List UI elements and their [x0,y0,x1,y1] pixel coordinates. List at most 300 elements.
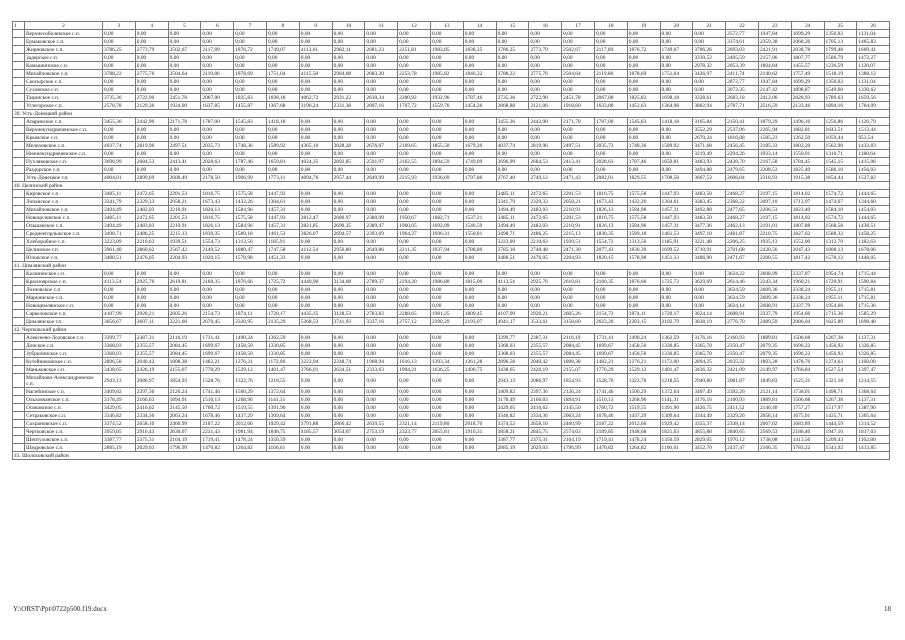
value-cell: 3629,69 [693,278,726,286]
value-cell: 3706,26 [693,46,726,54]
value-cell: 1256,86 [824,118,857,126]
value-cell: 1947,84 [758,30,791,38]
value-cell: 0,00 [168,134,201,142]
value-cell: 0,00 [463,334,496,342]
value-cell: 0,00 [234,294,267,302]
value-cell: 0,00 [627,62,660,70]
value-cell: 1787,46 [234,158,267,166]
value-cell: 0,00 [168,62,201,70]
table-row [13,126,890,134]
value-cell: 0,00 [529,166,562,174]
value-cell: 1854,93 [562,374,595,388]
value-cell: 1102,80 [857,436,890,444]
value-cell: 2201,53 [168,214,201,222]
value-cell: 1588,32 [824,230,857,238]
value-cell: 1880,47 [234,246,267,254]
value-cell: 2063,24 [562,412,595,420]
value-cell: 0,00 [562,30,595,38]
value-cell: 0,00 [299,374,332,388]
value-cell: 1964,37 [398,230,431,238]
value-cell: 1418,18 [266,118,299,126]
value-cell: 1808,38 [168,358,201,366]
value-cell: 2387,31 [135,334,168,342]
value-cell: 1519,55 [234,404,267,412]
value-cell: 1803,28 [758,358,791,366]
settlement-name: Цимлянское г.п. [25,318,103,326]
value-cell: 0,00 [299,388,332,396]
settlement-name: Ольховчанское с.п. [25,396,103,404]
table-row [13,166,890,174]
value-cell: 2787,71 [726,102,759,110]
value-cell: 3436,32 [693,366,726,374]
value-cell: 0,00 [463,396,496,404]
table-row [13,350,890,358]
value-cell: 2701,68 [726,246,759,254]
value-cell: 1330,85 [660,350,693,358]
value-cell: 1309,64 [266,412,299,420]
value-cell: 1757,49 [791,70,824,78]
value-cell: 1182,63 [857,238,890,246]
table-row [13,174,890,182]
value-cell: 0,00 [627,166,660,174]
value-cell: 2149,97 [758,366,791,374]
value-cell: 0,00 [562,134,595,142]
value-cell: 1458,50 [234,350,267,358]
value-cell: 1276,21 [627,358,660,366]
value-cell: 0,00 [693,86,726,94]
value-cell: 2086,97 [135,374,168,388]
value-cell: 1983,85 [430,46,463,54]
value-cell: 1458,50 [627,350,660,358]
value-cell: 2639,55 [365,420,398,428]
value-cell: 3176,16 [693,396,726,404]
column-number: 12 [398,22,431,30]
value-cell: 3741,93 [332,318,365,326]
value-cell: 0,00 [463,404,496,412]
value-cell: 0,00 [332,444,365,452]
value-cell: 0,00 [266,62,299,70]
value-cell: 2920,21 [529,310,562,318]
value-cell: 2251,81 [398,46,431,54]
value-cell: 2894,25 [693,358,726,366]
value-cell: 1678,06 [857,246,890,254]
value-cell: 1894,91 [168,396,201,404]
settlement-name: Сетраковское с.п. [25,412,103,420]
row-number-cell [13,412,25,420]
column-number: 14 [463,22,496,30]
value-cell: 2187,22 [594,420,627,428]
value-cell: 3341,79 [103,198,136,206]
value-cell: 2160,35 [201,278,234,286]
value-cell: 1719,41 [594,436,627,444]
value-cell: 0,00 [463,54,496,62]
value-cell: 0,00 [201,54,234,62]
value-cell: 3477,36 [693,222,726,230]
value-cell: 0,00 [693,286,726,294]
value-cell: 0,00 [398,342,431,350]
value-cell: 3341,79 [496,198,529,206]
value-cell: 1447,93 [660,214,693,222]
value-cell: 0,00 [135,62,168,70]
district-name: 43. Шолоховский район [13,452,890,460]
value-cell: 1764,09 [857,102,890,110]
value-cell: 0,00 [430,436,463,444]
table-row [13,206,890,214]
value-cell: 0,00 [398,286,431,294]
value-cell: 2982,11 [332,46,365,54]
value-cell: 1825,83 [627,94,660,102]
value-cell: 0,00 [430,374,463,388]
value-cell: 1675,01 [791,412,824,420]
value-cell: 2757,12 [398,318,431,326]
value-cell: 2472,65 [135,214,168,222]
value-cell: 0,00 [365,54,398,62]
value-cell: 0,00 [299,302,332,310]
value-cell: 0,00 [660,126,693,134]
value-cell: 0,00 [332,86,365,94]
value-cell: 2397,36 [529,388,562,396]
value-cell: 1568,58 [824,222,857,230]
value-cell: 1876,72 [234,46,267,54]
value-cell: 1715,36 [824,310,857,318]
value-cell: 0,00 [365,62,398,70]
row-number-cell [13,54,25,62]
value-cell: 2504,64 [168,70,201,78]
value-cell: 1830,30 [627,246,660,254]
value-cell: 1457,31 [660,222,693,230]
value-cell: 1731,41 [201,334,234,342]
value-cell: 1825,80 [824,318,857,326]
value-cell: 0,00 [299,62,332,70]
value-cell: 2210,63 [135,238,168,246]
value-cell: 1432,83 [857,142,890,150]
value-cell: 1554,73 [594,238,627,246]
value-cell: 0,00 [234,166,267,174]
value-cell: 0,00 [168,286,201,294]
value-cell: 1804,84 [758,62,791,70]
value-cell: 0,00 [365,86,398,94]
value-cell: 3607,11 [135,318,168,326]
value-cell: 1574,72 [824,214,857,222]
value-cell: 0,00 [299,126,332,134]
value-cell: 0,00 [201,286,234,294]
value-cell: 1954,66 [824,302,857,310]
value-cell: 0,00 [234,126,267,134]
value-cell: 0,00 [463,444,496,452]
value-cell: 1968,94 [365,358,398,366]
value-cell: 2486,25 [135,230,168,238]
value-cell: 1372,64 [660,388,693,396]
column-number: 22 [726,22,759,30]
value-cell: 3452,70 [693,444,726,452]
value-cell: 0,00 [201,270,234,278]
value-cell: 0,00 [365,444,398,452]
value-cell: 1827,62 [791,230,824,238]
value-cell: 0,00 [627,30,660,38]
value-cell: 0,00 [332,350,365,358]
value-cell: 0,00 [430,334,463,342]
value-cell: 0,00 [234,78,267,86]
value-cell: 0,00 [365,238,398,246]
value-cell: 2035,73 [201,142,234,150]
value-cell: 1574,72 [824,190,857,198]
value-cell: 3365,70 [693,350,726,358]
value-cell: 1482,21 [201,358,234,366]
column-number: 19 [627,22,660,30]
value-cell: 2489,59 [758,318,791,326]
value-cell: 1749,07 [660,46,693,54]
value-cell: 1669,41 [857,46,890,54]
value-cell: 2680,97 [332,214,365,222]
column-number: 18 [594,22,627,30]
value-cell: 1330,85 [266,342,299,350]
value-cell: 2097,16 [365,102,398,110]
settlement-name: Зубрилинское с.п. [25,350,103,358]
value-cell: 2201,53 [562,214,595,222]
value-cell: 2885,19 [496,444,529,452]
value-cell: 3858,21 [496,428,529,436]
row-number-cell [13,342,25,350]
value-cell: 2608,91 [758,302,791,310]
value-cell: 1915,38 [791,174,824,182]
value-cell: 3344,49 [693,412,726,420]
value-cell: 2210,91 [168,222,201,230]
value-cell: 2829,05 [693,436,726,444]
value-cell: 0,00 [693,270,726,278]
row-number-cell [13,46,25,54]
value-cell: 2397,36 [135,388,168,396]
value-cell: 3486,90 [693,254,726,262]
value-cell: 0,00 [103,134,136,142]
value-cell: 0,00 [332,206,365,214]
table-row [13,30,890,38]
value-cell: 0,00 [168,30,201,38]
value-cell: 2578,78 [103,102,136,110]
value-cell: 0,00 [529,30,562,38]
value-cell: 2215,13 [562,230,595,238]
value-cell: 2722,90 [529,94,562,102]
value-cell: 1172,00 [266,358,299,366]
row-number-cell [13,86,25,94]
value-cell: 2283,15 [627,318,660,326]
value-cell: 0,00 [594,78,627,86]
column-number: 6 [201,22,234,30]
value-cell: 2067,00 [594,94,627,102]
value-cell: 0,00 [398,30,431,38]
value-cell: 0,00 [299,150,332,158]
value-cell: 1432,26 [627,198,660,206]
value-cell: 1699,29 [791,78,824,86]
value-cell: 0,00 [430,270,463,278]
value-cell: 2185,33 [758,142,791,150]
value-cell: 0,00 [463,206,496,214]
value-cell: 0,00 [594,270,627,278]
value-cell: 0,00 [332,404,365,412]
column-number: 20 [660,22,693,30]
value-cell: 1970,12 [726,436,759,444]
value-cell: 2171,78 [562,118,595,126]
value-cell: 1578,12 [824,254,857,262]
value-cell: 0,00 [562,62,595,70]
value-cell: 0,00 [332,126,365,134]
settlement-name: Раздорское с.п. [25,166,103,174]
value-cell: 2460,99 [168,420,201,428]
row-number-cell [13,238,25,246]
value-cell: 4094,76 [299,174,332,182]
value-cell: 2608,99 [758,270,791,278]
value-cell: 1461,53 [660,230,693,238]
value-cell: 0,00 [398,350,431,358]
value-cell: 0,00 [496,86,529,94]
value-cell: 2486,25 [529,230,562,238]
value-cell: 3483,50 [693,214,726,222]
value-cell: 1313,56 [627,238,660,246]
value-cell: 0,00 [365,342,398,350]
value-cell: 2329,26 [726,412,759,420]
value-cell: 3426,97 [693,70,726,78]
value-cell: 1490,75 [463,366,496,374]
value-cell: 0,00 [365,30,398,38]
value-cell: 0,00 [135,86,168,94]
value-cell: 2670,45 [201,318,234,326]
value-cell: 2079,35 [758,350,791,358]
value-cell: 0,00 [201,302,234,310]
value-cell: 0,00 [365,134,398,142]
value-cell: 2693,03 [726,46,759,54]
value-cell: 0,00 [627,86,660,94]
value-cell: 2149,52 [201,246,234,254]
value-cell: 0,00 [463,294,496,302]
value-cell: 0,00 [627,54,660,62]
value-cell: 2166,35 [758,444,791,452]
value-cell: 1362,59 [266,334,299,342]
table-row [13,286,890,294]
value-cell: 3429,05 [103,404,136,412]
value-cell: 1807,77 [791,54,824,62]
table-row [13,302,890,310]
value-cell: 0,00 [332,118,365,126]
value-cell: 2925,76 [529,278,562,286]
value-cell: 1590,84 [857,278,890,286]
value-cell: 4113,54 [103,278,136,286]
value-cell: 0,00 [529,62,562,70]
value-cell: 1683,89 [791,420,824,428]
value-cell: 2210,91 [168,206,201,214]
table-row [13,318,890,326]
value-cell: 0,00 [496,30,529,38]
value-cell: 2753,19 [365,428,398,436]
value-cell: 1699,67 [201,342,234,350]
value-cell: 1451,33 [660,254,693,262]
value-cell: 1304,61 [266,198,299,206]
value-cell: 2084,45 [562,342,595,350]
value-cell: 0,00 [168,270,201,278]
settlement-name: Щедровское с.п. [25,444,103,452]
value-cell: 1527,54 [824,366,857,374]
value-cell: 2872,77 [726,78,759,86]
value-cell: 0,00 [332,374,365,388]
value-cell: 2472,65 [529,214,562,222]
value-cell: 1274,63 [824,358,857,366]
value-cell: 3399,77 [103,334,136,342]
value-cell: 1817,03 [857,428,890,436]
value-cell: 1748,36 [234,142,267,150]
value-cell: 1820,15 [594,254,627,262]
settlement-name: Михайловское с.п. [25,70,103,78]
table-row [13,238,890,246]
value-cell: 2084,45 [562,350,595,358]
value-cell: 0,00 [266,86,299,94]
value-cell: 0,00 [463,238,496,246]
value-cell: 1906,99 [234,174,267,182]
value-cell: 0,00 [365,436,398,444]
value-cell: 1933,14 [758,150,791,158]
value-cell: 1814,02 [791,214,824,222]
value-cell: 0,00 [332,166,365,174]
value-cell: 1506,68 [791,334,824,342]
value-cell: 1313,56 [234,238,267,246]
value-cell: 0,00 [135,286,168,294]
value-cell: 4024,35 [299,158,332,166]
settlement-name: Углегорское с.п. [25,102,103,110]
value-cell: 0,00 [266,294,299,302]
value-cell: 1699,29 [791,30,824,38]
settlement-name: Верхнесоболевское с.п. [25,30,103,38]
value-cell: 3494,88 [693,166,726,174]
settlement-name: Верхнекундрюченское с.п. [25,126,103,134]
value-cell: 1673,43 [594,198,627,206]
settlement-name: Красноярское с.п. [25,278,103,286]
value-cell: 0,00 [299,412,332,420]
value-cell: 2572,77 [726,30,759,38]
value-cell: 2210,91 [562,222,595,230]
row-number-cell [13,404,25,412]
value-cell: 2472,65 [135,190,168,198]
value-cell: 0,00 [168,38,201,46]
value-cell: 1550,81 [463,230,496,238]
value-cell: 0,00 [562,78,595,86]
column-number: 15 [496,22,529,30]
value-cell: 1321,18 [824,374,857,388]
value-cell: 1537,21 [463,214,496,222]
value-cell: 0,00 [398,412,431,420]
table-row [13,78,890,86]
value-cell: 0,00 [266,30,299,38]
value-cell: 0,00 [299,334,332,342]
table-row [13,342,890,350]
settlement-name: Осиковское с.п. [25,404,103,412]
value-cell: 1218,55 [660,374,693,388]
footer-page-number: 18 [884,605,891,613]
value-cell: 1586,10 [824,166,857,174]
value-cell: 0,00 [430,38,463,46]
value-cell: 2211,35 [398,246,431,254]
value-cell: 0,00 [299,342,332,350]
table-row [13,70,890,78]
value-cell: 0,00 [562,150,595,158]
value-cell: 1643,51 [824,126,857,134]
value-cell: 1435,71 [824,412,857,420]
value-cell: 3128,53 [332,310,365,318]
value-cell: 2121,06 [529,102,562,110]
value-cell: 4107,99 [496,310,529,318]
value-cell: 0,00 [496,54,529,62]
value-cell: 0,00 [594,54,627,62]
value-cell: 0,00 [594,38,627,46]
value-cell: 0,00 [398,334,431,342]
value-cell: 2169,65 [398,142,431,150]
value-cell: 2040,42 [135,358,168,366]
